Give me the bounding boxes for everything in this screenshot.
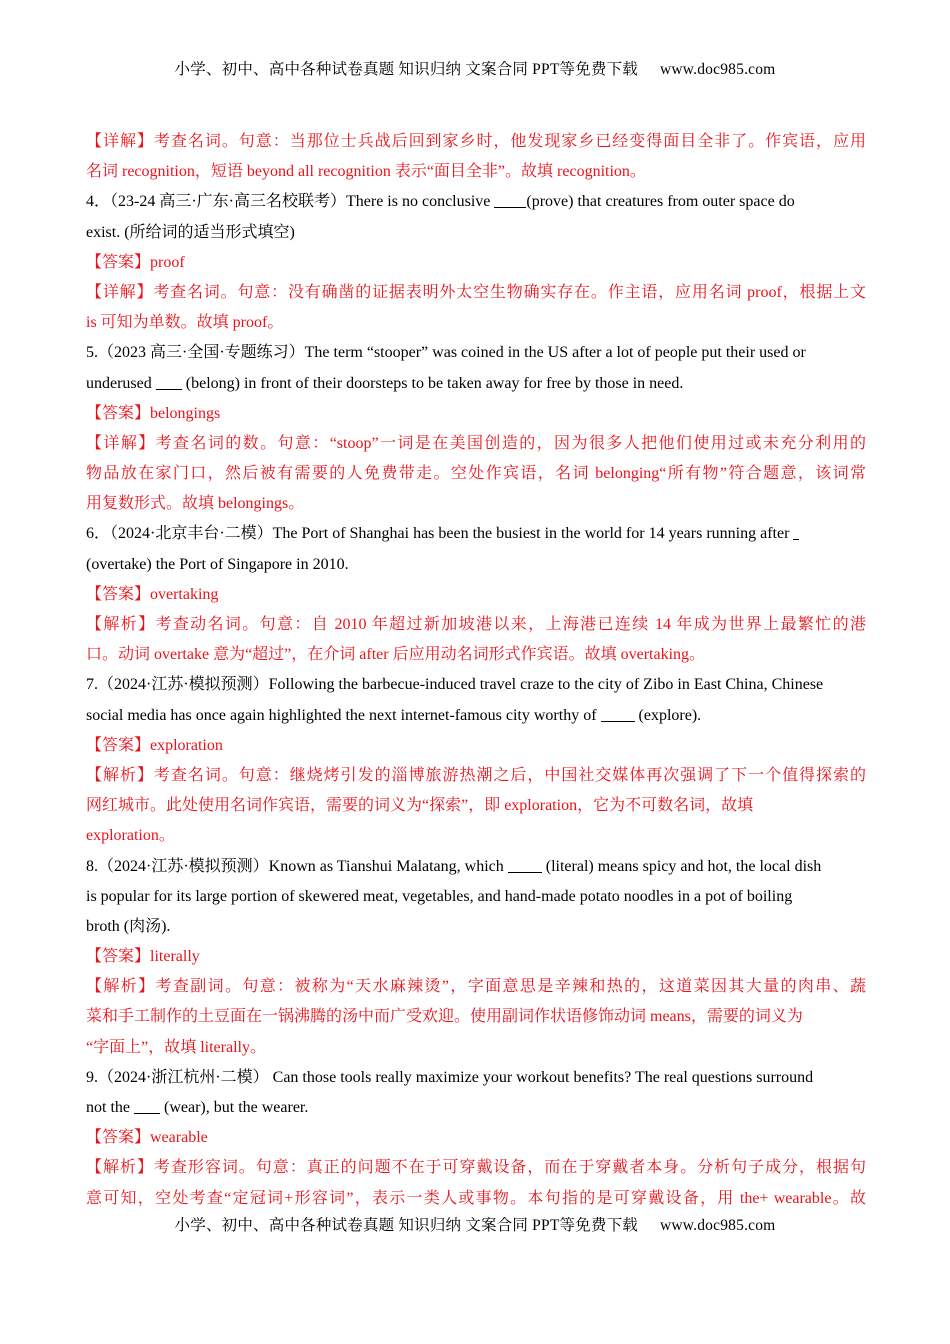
- q7-detail-line3: exploration。: [86, 827, 175, 845]
- footer-site: www.doc985.com: [659, 1217, 776, 1234]
- q9-detail-line1: 【解析】考查形容词。句意：真正的问题不在于可穿戴设备，而在于穿戴者本身。分析句子成分，根据句: [86, 1159, 866, 1177]
- q3-detail-line2: 名词 recognition，短语 beyond all recognition 表示“面目全非”。故填 recognition。: [86, 163, 646, 181]
- q7-answer: 【答案】exploration: [86, 736, 223, 754]
- header-site: www.doc985.com: [659, 61, 776, 78]
- q9-question-line1: 9.（2024·浙江杭州·二模） Can those tools really maximize your workout benefits? The real questions surround: [86, 1068, 814, 1086]
- q5-text-a: underused: [86, 374, 156, 392]
- q7-question-line1: 7.（2024·江苏·模拟预测）Following the barbecue-induced travel craze to the city of Zibo in East China, Chinese: [86, 676, 824, 694]
- q5-text-b: (belong) in front of their doorsteps to be taken away for free by those in need.: [181, 374, 684, 392]
- header-text: 小学、初中、高中各种试卷真题 知识归纳 文案合同 PPT等免费下载: [174, 61, 638, 78]
- q8-question-line2: is popular for its large portion of skewered meat, vegetables, and hand-made potato noodles in a pot of boiling: [86, 887, 793, 905]
- q7-detail-line2: 网红城市。此处使用名词作宾语，需要的词义为“探索”，即 exploration，它为不可数名词，故填: [86, 797, 754, 815]
- q6-question-line2: (overtake) the Port of Singapore in 2010.: [86, 555, 349, 573]
- q5-question-line1: 5.（2023 高三·全国·专题练习）The term “stooper” was coined in the US after a lot of people put their used or: [86, 344, 806, 362]
- q5-blank: [156, 371, 182, 390]
- q4-detail-line1: 【详解】考查名词。句意：没有确凿的证据表明外太空生物确实存在。作主语，应用名词 proof，根据上文: [86, 283, 866, 301]
- page-header: [0, 57, 950, 79]
- q4-question-line1: [86, 187, 866, 217]
- q6-answer: 【答案】overtaking: [86, 585, 219, 603]
- q8-question-line1: [86, 852, 866, 882]
- q6-question-line1: [86, 519, 866, 549]
- q4-text-a: 4．（23-24 高三·广东·高三名校联考）There is no conclusive: [86, 193, 495, 211]
- q7-blank: [601, 703, 635, 722]
- q4-detail-line2: is 可知为单数。故填 proof。: [86, 314, 284, 332]
- q5-detail-line2: 物品放在家门口，然后被有需要的人免费带走。空处作宾语，名词 belonging“所有物”符合题意，该词常: [86, 465, 866, 483]
- q8-text-b: (literal) means spicy and hot, the local dish: [541, 857, 822, 875]
- document-body: [86, 127, 866, 1214]
- q4-blank: [494, 189, 526, 208]
- q4-text-b: (prove) that creatures from outer space do: [526, 193, 795, 211]
- q3-detail-line1: 【详解】考查名词。句意：当那位士兵战后回到家乡时，他发现家乡已经变得面目全非了。作宾语，应用: [86, 133, 866, 150]
- q7-text-a: social media has once again highlighted the next internet-famous city worthy of: [86, 706, 601, 724]
- q6-text-a: 6．（2024·北京丰台·二模）The Port of Shanghai has been the busiest in the world for 14 years running after: [86, 525, 794, 543]
- q9-question-line2: [86, 1093, 866, 1123]
- q9-answer: 【答案】wearable: [86, 1129, 208, 1147]
- q7-question-line2: [86, 701, 866, 731]
- q8-text-a: 8.（2024·江苏·模拟预测）Known as Tianshui Malatang, which: [86, 857, 508, 875]
- footer-text: 小学、初中、高中各种试卷真题 知识归纳 文案合同 PPT等免费下载: [174, 1217, 638, 1234]
- q8-blank: [508, 854, 542, 873]
- q8-detail-line2: 菜和手工制作的土豆面在一锅沸腾的汤中而广受欢迎。使用副词作状语修饰动词 means，需要的词义为: [86, 1008, 803, 1026]
- q9-text-a: not the: [86, 1099, 134, 1116]
- q6-detail-line2: 口。动词 overtake 意为“超过”，在介词 after 后应用动名词形式作宾语。故填 overtaking。: [86, 646, 706, 664]
- q7-detail-line1: 【解析】考查名词。句意：继烧烤引发的淄博旅游热潮之后，中国社交媒体再次强调了下一个值得探索的: [86, 766, 866, 784]
- q8-answer: 【答案】literally: [86, 948, 200, 966]
- page-footer: [0, 1213, 950, 1235]
- q6-blank: [793, 521, 799, 540]
- q9-blank: [134, 1095, 160, 1114]
- q4-answer: 【答案】proof: [86, 253, 185, 271]
- q5-answer: 【答案】belongings: [86, 404, 221, 422]
- q5-detail-line3: 用复数形式。故填 belongings。: [86, 495, 305, 513]
- q9-text-b: (wear), but the wearer.: [160, 1099, 309, 1116]
- q8-detail-line3: “字面上”，故填 literally。: [86, 1038, 266, 1056]
- q8-question-line3: broth (肉汤).: [86, 917, 171, 935]
- q5-question-line2: [86, 369, 866, 399]
- q9-detail-line2: 意可知，空处考查“定冠词+形容词”，表示一类人或事物。本句指的是可穿戴设备，用 the+ wearable。故: [86, 1189, 866, 1207]
- q7-text-b: (explore).: [634, 706, 702, 724]
- q4-question-line2: exist. (所给词的适当形式填空): [86, 223, 295, 241]
- q6-detail-line1: 【解析】考查动名词。句意：自 2010 年超过新加坡港以来，上海港已连续 14 年成为世界上最繁忙的港: [86, 616, 866, 633]
- q5-detail-line1: 【详解】考查名词的数。句意：“stoop”一词是在美国创造的，因为很多人把他们使用过或未充分利用的: [86, 434, 866, 452]
- q8-detail-line1: 【解析】考查副词。句意：被称为“天水麻辣烫”，字面意思是辛辣和热的，这道菜因其大量的肉串、蔬: [86, 978, 866, 996]
